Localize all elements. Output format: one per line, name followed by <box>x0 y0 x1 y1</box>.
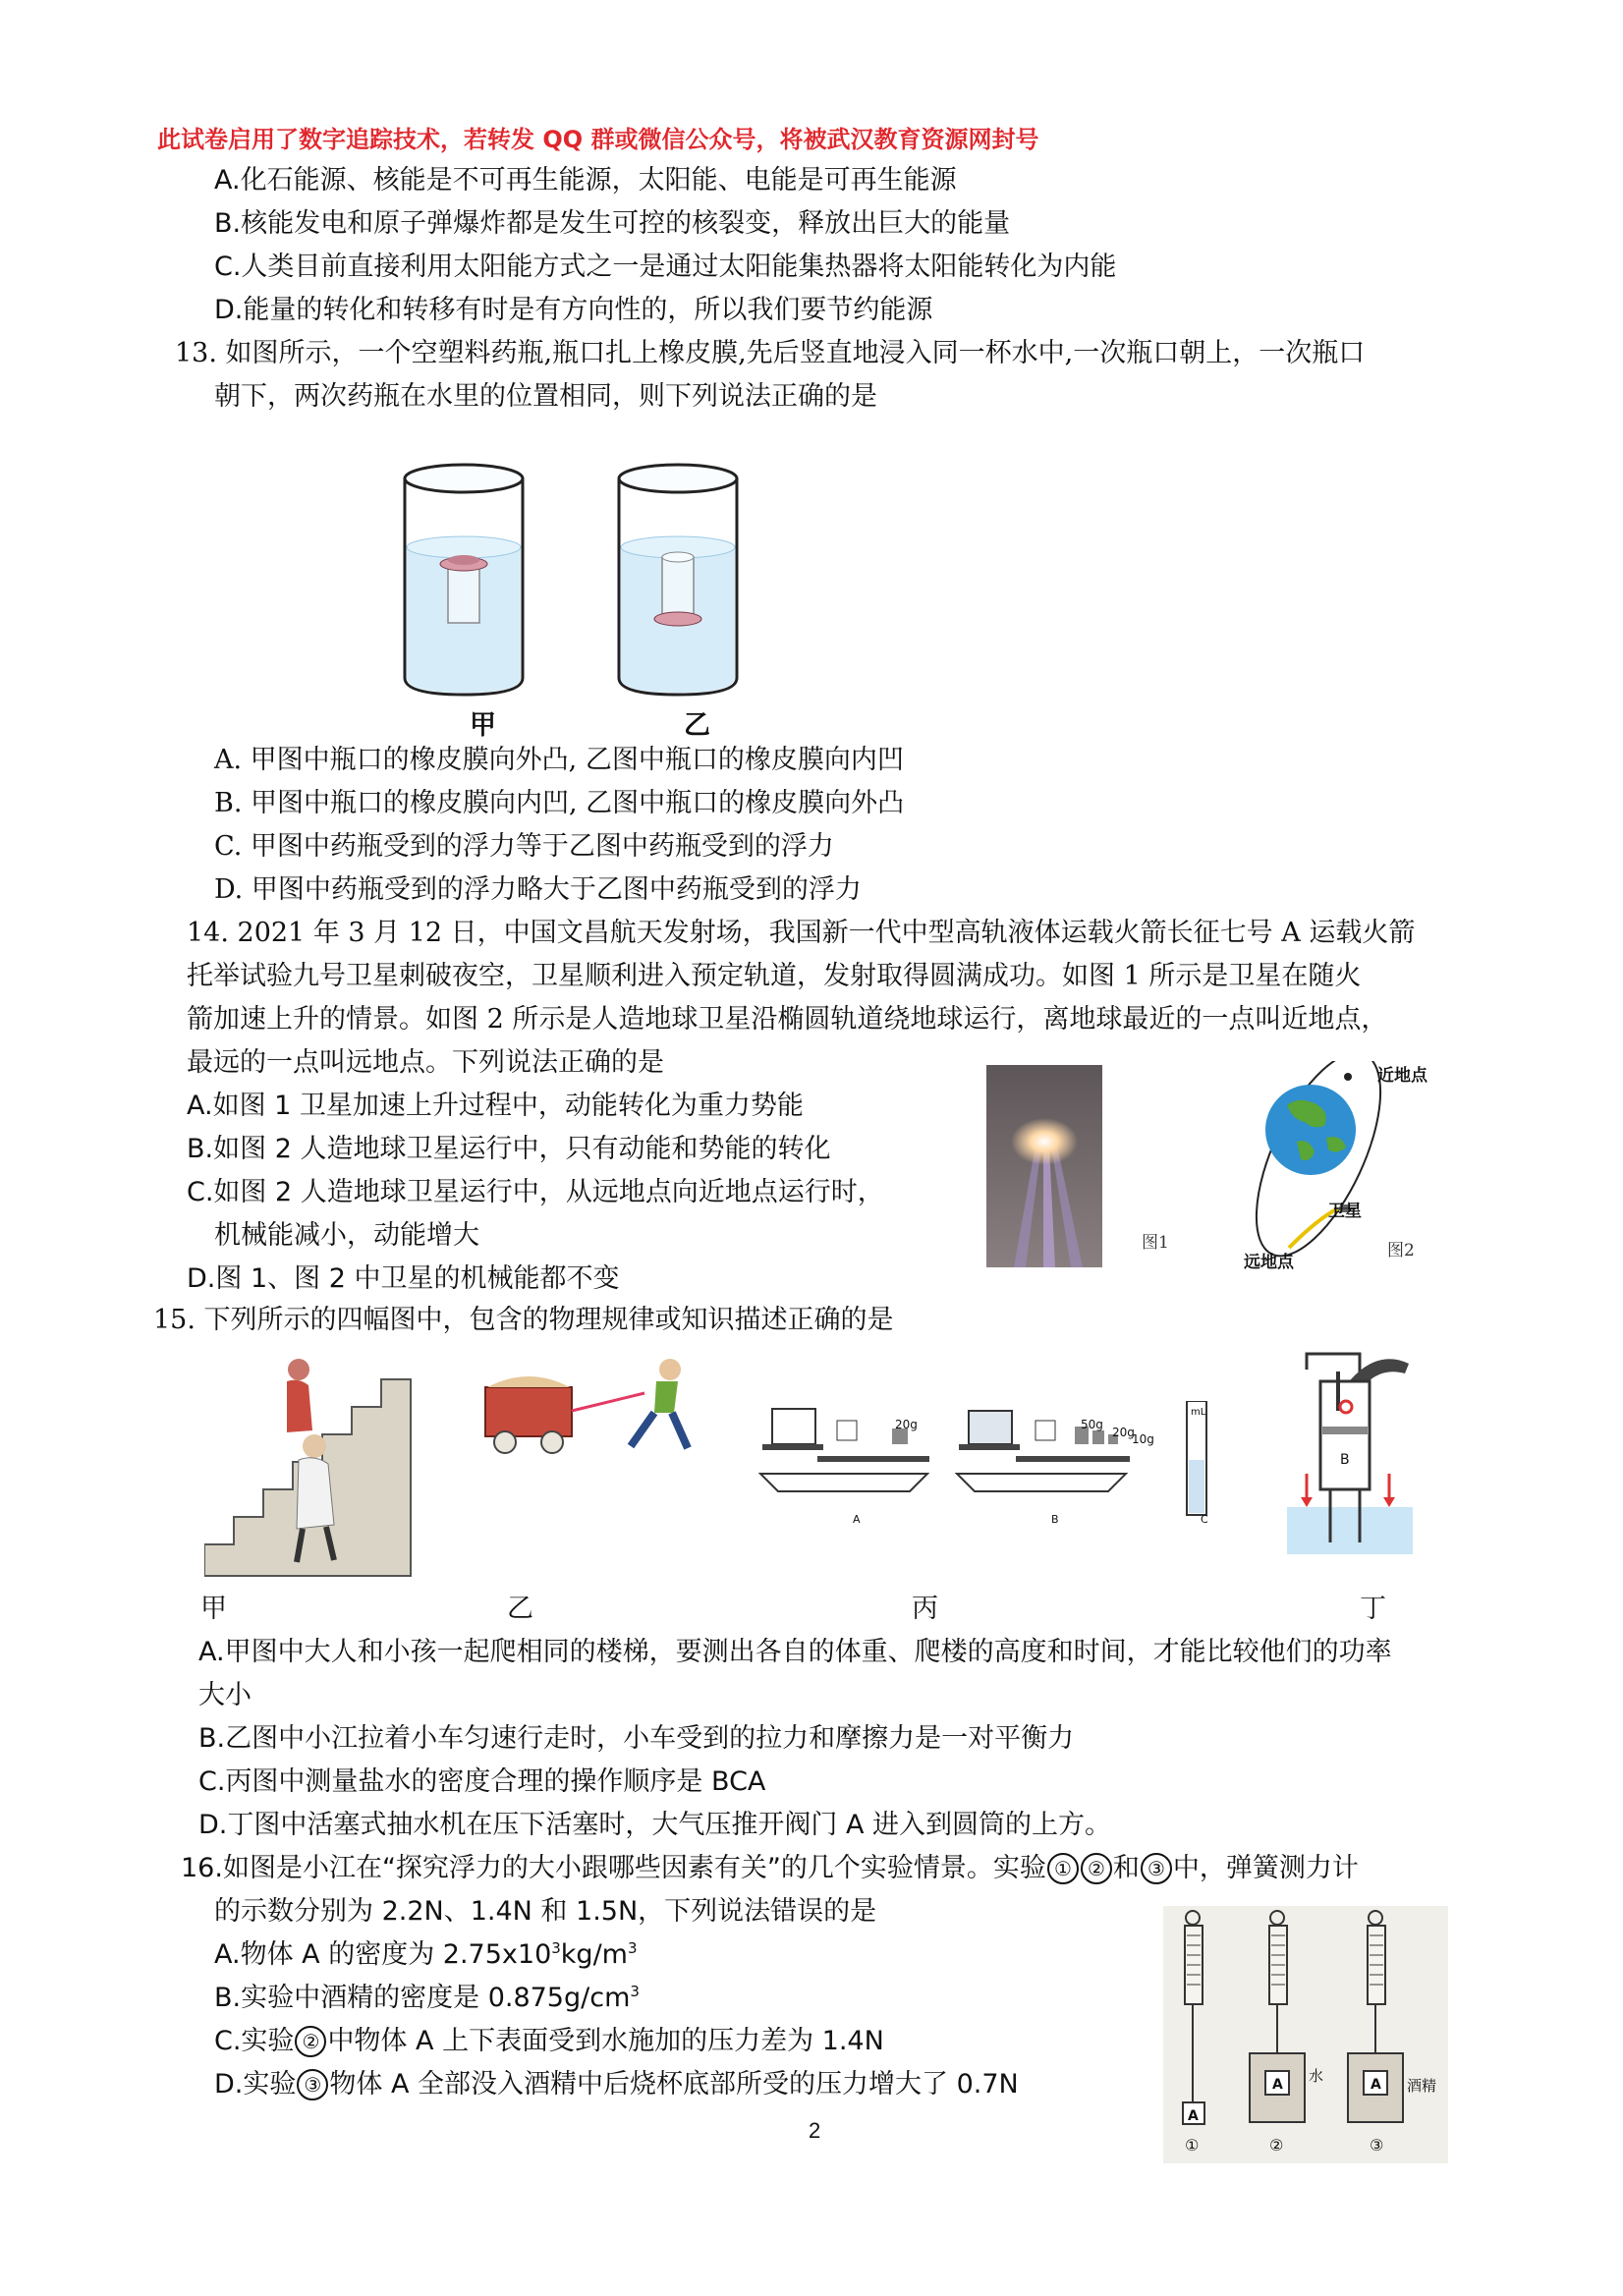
figure-number-2: ② <box>1269 2136 1284 2155</box>
q16-option-b-exponent: 3 <box>630 1983 640 2000</box>
experiment-2-marker: ② <box>1081 1853 1112 1884</box>
q13-bottles-figure <box>393 454 776 709</box>
q13-stem-line2: 朝下，两次药瓶在水里的位置相同，则下列说法正确的是 <box>214 381 877 412</box>
q15-label-bing: 丙 <box>912 1594 938 1624</box>
weight-20g-b: 20g <box>1112 1426 1135 1439</box>
fig1-caption: 图1 <box>1142 1233 1169 1253</box>
q16-stem-part1: 16.如图是小江在“探究浮力的大小跟哪些因素有关”的几个实验情景。实验 <box>181 1853 1046 1883</box>
block-a-label-3: A <box>1371 2077 1381 2093</box>
q14-option-b: B.如图 2 人造地球卫星运行中，只有动能和势能的转化 <box>187 1134 831 1164</box>
q12-option-c: C.人类目前直接利用太阳能方式之一是通过太阳能集热器将太阳能转化为内能 <box>214 252 1117 282</box>
water-label: 水 <box>1309 2067 1324 2085</box>
q15-option-c: C.丙图中测量盐水的密度合理的操作顺序是 BCA <box>198 1766 766 1797</box>
q16-option-c-post: 中物体 A 上下表面受到水施加的压力差为 1.4N <box>327 2026 884 2056</box>
q16-option-a-unit: kg/m <box>560 1939 628 1970</box>
apogee-label: 远地点 <box>1244 1253 1294 1272</box>
q16-stem-line2: 的示数分别为 2.2N、1.4N 和 1.5N，下列说法错误的是 <box>214 1896 877 1927</box>
q15-option-d: D.丁图中活塞式抽水机在压下活塞时，大气压推开阀门 A 进入到圆筒的上方。 <box>198 1810 1112 1840</box>
q16-stem-part3: 中，弹簧测力计 <box>1172 1853 1359 1883</box>
q16-stem-line1 <box>181 1851 1359 1886</box>
stairs-climbing-figure <box>204 1352 428 1578</box>
q16-option-b <box>214 1981 640 2016</box>
piston-pump-figure <box>1287 1346 1415 1554</box>
tracking-notice: 此试卷启用了数字追踪技术，若转发 QQ 群或微信公众号，将被武汉教育资源网封号 <box>157 126 1039 153</box>
block-a-label-1: A <box>1188 2108 1199 2124</box>
q12-option-d: D.能量的转化和转移有时是有方向性的，所以我们要节约能源 <box>214 295 933 325</box>
perigee-label: 近地点 <box>1377 1066 1427 1086</box>
block-a-label-2: A <box>1272 2077 1283 2093</box>
page-number: 2 <box>809 2118 821 2143</box>
cylinder-label: C <box>1201 1513 1208 1526</box>
satellite-orbit-diagram <box>1240 1061 1412 1267</box>
q15-option-b: B.乙图中小江拉着小车匀速行走时，小车受到的拉力和摩擦力是一对平衡力 <box>198 1723 1075 1754</box>
experiment-3-marker: ③ <box>1141 1853 1172 1884</box>
q16-option-a-exponent: 3 <box>551 1939 561 1957</box>
measuring-cylinder <box>1187 1401 1206 1515</box>
q15-stem: 15. 下列所示的四幅图中，包含的物理规律或知识描述正确的是 <box>153 1305 894 1335</box>
q14-stem-line2: 托举试验九号卫星刺破夜空，卫星顺利进入预定轨道，发射取得圆满成功。如图 1 所示是卫星在随火 <box>187 961 1362 991</box>
q16-option-c-marker: ② <box>295 2026 326 2057</box>
weight-10g: 10g <box>1132 1432 1154 1446</box>
balance-a-label: A <box>853 1513 861 1526</box>
weight-50g: 50g <box>1081 1418 1103 1431</box>
figure-number-1: ① <box>1185 2136 1200 2155</box>
q15-option-a1: A.甲图中大人和小孩一起爬相同的楼梯，要测出各自的体重、爬楼的高度和时间，才能比较他们的功率 <box>198 1637 1392 1667</box>
pump-valve-label: B <box>1340 1452 1350 1468</box>
q13-label-jia: 甲 <box>470 710 496 741</box>
q14-stem-line1: 14. 2021 年 3 月 12 日，中国文昌航天发射场，我国新一代中型高轨液体运载火箭长征七号 A 运载火箭 <box>187 918 1416 948</box>
beaker-yi <box>619 465 737 695</box>
pulling-cart-figure <box>477 1352 713 1470</box>
fig2-caption: 图2 <box>1387 1241 1415 1260</box>
q16-option-d-marker: ③ <box>297 2069 328 2100</box>
q16-option-d-post: 物体 A 全部没入酒精中后烧杯底部所受的压力增大了 0.7N <box>329 2069 1019 2100</box>
q14-stem-line4: 最远的一点叫远地点。下列说法正确的是 <box>187 1047 664 1078</box>
q13-option-a: A. 甲图中瓶口的橡皮膜向外凸, 乙图中瓶口的橡皮膜向内凹 <box>214 745 904 775</box>
q16-option-c <box>214 2024 884 2059</box>
q15-label-ding: 丁 <box>1360 1594 1386 1624</box>
q13-stem-line1: 13. 如图所示，一个空塑料药瓶,瓶口扎上橡皮膜,先后竖直地浸入同一杯水中,一次瓶口朝上，一次瓶口 <box>175 338 1366 368</box>
weight-20g-a: 20g <box>895 1418 918 1431</box>
spring-scale-experiment-figure <box>1163 1906 1448 2163</box>
q13-option-c: C. 甲图中药瓶受到的浮力等于乙图中药瓶受到的浮力 <box>214 831 834 862</box>
q16-option-c-pre: C.实验 <box>214 2026 295 2056</box>
experiment-1-marker: ① <box>1047 1853 1079 1884</box>
rocket-launch-photo <box>986 1065 1102 1267</box>
q13-option-d: D. 甲图中药瓶受到的浮力略大于乙图中药瓶受到的浮力 <box>214 874 862 905</box>
q15-label-jia: 甲 <box>200 1594 227 1624</box>
q12-option-a: A.化石能源、核能是不可再生能源，太阳能、电能是可再生能源 <box>214 165 957 196</box>
q16-option-d <box>214 2067 1019 2102</box>
balance-b <box>957 1411 1130 1491</box>
alcohol-label: 酒精 <box>1407 2077 1437 2095</box>
q14-option-d: D.图 1、图 2 中卫星的机械能都不变 <box>187 1263 620 1294</box>
beaker-jia <box>405 465 523 695</box>
satellite-label: 卫星 <box>1328 1202 1362 1221</box>
q13-label-yi: 乙 <box>684 710 710 741</box>
q16-option-a <box>214 1937 638 1973</box>
q14-stem-line3: 箭加速上升的情景。如图 2 所示是人造地球卫星沿椭圆轨道绕地球运行，离地球最近的一点叫近地点， <box>187 1004 1388 1035</box>
q16-option-a-text: A.物体 A 的密度为 2.75x10 <box>214 1939 552 1970</box>
figure-number-3: ③ <box>1370 2136 1384 2155</box>
cylinder-unit: mL <box>1191 1407 1206 1418</box>
q16-stem-part2: 和 <box>1112 1853 1140 1883</box>
balance-b-label: B <box>1051 1513 1059 1526</box>
q16-option-d-pre: D.实验 <box>214 2069 297 2100</box>
q14-option-c2: 机械能减小，动能增大 <box>214 1220 479 1251</box>
q13-option-b: B. 甲图中瓶口的橡皮膜向内凹, 乙图中瓶口的橡皮膜向外凸 <box>214 788 905 818</box>
q15-label-yi: 乙 <box>507 1594 533 1624</box>
q14-option-c1: C.如图 2 人造地球卫星运行中，从远地点向近地点运行时， <box>187 1177 884 1207</box>
q16-option-a-unit-exponent: 3 <box>627 1939 638 1957</box>
q15-option-a2: 大小 <box>198 1680 252 1710</box>
q12-option-b: B.核能发电和原子弹爆炸都是发生可控的核裂变，释放出巨大的能量 <box>214 208 1011 239</box>
q16-option-b-text: B.实验中酒精的密度是 0.875g/cm <box>214 1983 631 2013</box>
q14-option-a: A.如图 1 卫星加速上升过程中，动能转化为重力势能 <box>187 1091 804 1121</box>
density-balance-figure <box>758 1401 1220 1535</box>
